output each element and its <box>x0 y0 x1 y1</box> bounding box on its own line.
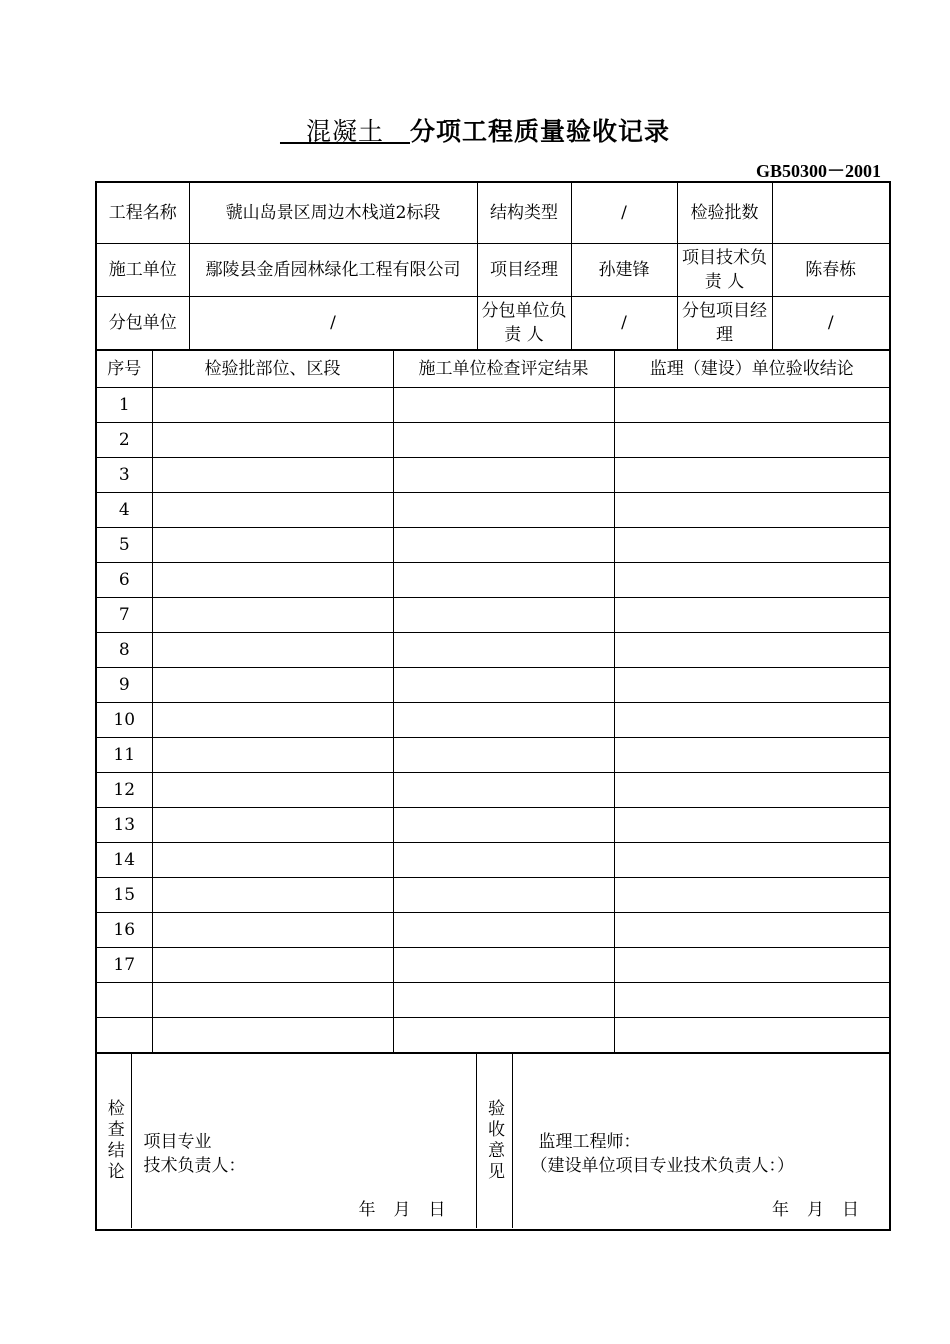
table-row <box>97 878 889 913</box>
row-cell <box>614 948 889 983</box>
row-cell <box>393 703 614 738</box>
subcontractor-value: / <box>189 297 477 350</box>
table-row <box>97 528 889 563</box>
row-cell <box>614 773 889 808</box>
row-number: 7 <box>97 598 152 633</box>
row-cell <box>614 668 889 703</box>
row-cell <box>614 738 889 773</box>
table-row <box>97 493 889 528</box>
row-cell <box>393 388 614 423</box>
structure-type-label: 结构类型 <box>477 183 571 244</box>
row-number: 15 <box>97 878 152 913</box>
project-type: 混凝土 <box>279 117 410 146</box>
row-cell <box>152 738 393 773</box>
pm-label: 项目经理 <box>477 244 571 297</box>
batch-table <box>97 350 889 1053</box>
check-conclusion-label: 检查结论 <box>97 1054 131 1229</box>
row-cell <box>614 703 889 738</box>
row-cell <box>152 668 393 703</box>
row-number: 16 <box>97 913 152 948</box>
accept-line1: 监理工程师： <box>538 1132 641 1152</box>
subcontractor-label: 分包单位 <box>97 297 189 350</box>
table-row <box>97 738 889 773</box>
row-cell <box>152 773 393 808</box>
accept-opinion-label: 验收意见 <box>476 1054 512 1229</box>
header-supervisor-conclusion: 监理（建设）单位验收结论 <box>614 351 889 388</box>
row-cell <box>614 598 889 633</box>
project-name-value: 虢山岛景区周边木栈道2标段 <box>189 183 477 244</box>
row-number: 11 <box>97 738 152 773</box>
row-cell <box>614 913 889 948</box>
row-number: 10 <box>97 703 152 738</box>
row-cell <box>152 563 393 598</box>
row-cell <box>393 948 614 983</box>
row-cell <box>393 633 614 668</box>
row-cell <box>393 878 614 913</box>
row-cell <box>393 913 614 948</box>
row-cell <box>393 843 614 878</box>
row-number: 4 <box>97 493 152 528</box>
row-cell <box>152 458 393 493</box>
row-cell <box>152 703 393 738</box>
header-location: 检验批部位、区段 <box>152 351 393 388</box>
row-cell <box>614 388 889 423</box>
row-cell <box>152 388 393 423</box>
contractor-value: 鄢陵县金盾园林绿化工程有限公司 <box>189 244 477 297</box>
batch-count-value <box>772 183 889 244</box>
row-number: 1 <box>97 388 152 423</box>
row-cell <box>393 528 614 563</box>
row-cell <box>614 423 889 458</box>
row-cell <box>152 948 393 983</box>
check-line2: 技术负责人： <box>143 1156 246 1176</box>
row-cell <box>152 843 393 878</box>
row-number <box>97 1018 152 1053</box>
row-cell <box>393 458 614 493</box>
row-number: 12 <box>97 773 152 808</box>
tech-lead-label: 项目技术负 责 人 <box>677 244 772 297</box>
row-cell <box>614 458 889 493</box>
row-cell <box>393 598 614 633</box>
row-cell <box>152 1018 393 1053</box>
row-cell <box>614 493 889 528</box>
check-line1: 项目专业 <box>143 1132 212 1152</box>
table-row <box>97 843 889 878</box>
row-number: 13 <box>97 808 152 843</box>
row-number: 8 <box>97 633 152 668</box>
accept-line2: （建设单位项目专业技术负责人：） <box>530 1156 794 1176</box>
standard-code: GB50300－2001 <box>755 161 881 181</box>
sub-pm-value: / <box>772 297 889 350</box>
page-title <box>0 112 950 148</box>
table-row <box>97 913 889 948</box>
row-cell <box>393 493 614 528</box>
row-cell <box>152 808 393 843</box>
header-contractor-result: 施工单位检查评定结果 <box>393 351 614 388</box>
sub-pm-label: 分包项目经 理 <box>677 297 772 350</box>
batch-count-label: 检验批数 <box>677 183 772 244</box>
contractor-label: 施工单位 <box>97 244 189 297</box>
record-form <box>95 181 891 1231</box>
structure-type-value: / <box>571 183 677 244</box>
tech-lead-value: 陈春栋 <box>772 244 889 297</box>
row-cell <box>152 633 393 668</box>
row-number: 2 <box>97 423 152 458</box>
row-cell <box>152 528 393 563</box>
table-row <box>97 458 889 493</box>
conclusion-table <box>97 1053 889 1228</box>
table-row <box>97 808 889 843</box>
check-conclusion-cell <box>131 1054 476 1229</box>
accept-date: 年月日 <box>772 1200 877 1220</box>
row-cell <box>614 563 889 598</box>
row-cell <box>614 808 889 843</box>
row-cell <box>614 878 889 913</box>
row-number: 6 <box>97 563 152 598</box>
row-number: 17 <box>97 948 152 983</box>
sub-lead-label: 分包单位负 责 人 <box>477 297 571 350</box>
table-row <box>97 948 889 983</box>
header-seq: 序号 <box>97 351 152 388</box>
row-cell <box>393 563 614 598</box>
row-number: 3 <box>97 458 152 493</box>
row-cell <box>152 423 393 458</box>
row-cell <box>614 983 889 1018</box>
table-row <box>97 703 889 738</box>
row-cell <box>152 913 393 948</box>
table-row <box>97 633 889 668</box>
row-cell <box>393 1018 614 1053</box>
table-row <box>97 598 889 633</box>
info-table <box>97 183 889 350</box>
check-date: 年月日 <box>358 1200 464 1220</box>
accept-opinion-cell <box>512 1054 889 1229</box>
row-number: 14 <box>97 843 152 878</box>
table-row <box>97 668 889 703</box>
row-number: 9 <box>97 668 152 703</box>
sub-lead-value: / <box>571 297 677 350</box>
row-cell <box>614 528 889 563</box>
title-text: 分项工程质量验收记录 <box>410 117 671 146</box>
row-cell <box>152 493 393 528</box>
row-cell <box>152 983 393 1018</box>
table-row <box>97 773 889 808</box>
row-cell <box>393 983 614 1018</box>
row-cell <box>393 773 614 808</box>
table-row <box>97 563 889 598</box>
row-cell <box>614 1018 889 1053</box>
row-cell <box>152 598 393 633</box>
pm-value: 孙建锋 <box>571 244 677 297</box>
project-name-label: 工程名称 <box>97 183 189 244</box>
row-cell <box>393 423 614 458</box>
row-number: 5 <box>97 528 152 563</box>
row-cell <box>393 738 614 773</box>
row-number <box>97 983 152 1018</box>
table-row <box>97 423 889 458</box>
row-cell <box>393 668 614 703</box>
table-row <box>97 983 889 1018</box>
table-row <box>97 1018 889 1053</box>
row-cell <box>152 878 393 913</box>
row-cell <box>614 843 889 878</box>
table-row <box>97 388 889 423</box>
row-cell <box>614 633 889 668</box>
row-cell <box>393 808 614 843</box>
